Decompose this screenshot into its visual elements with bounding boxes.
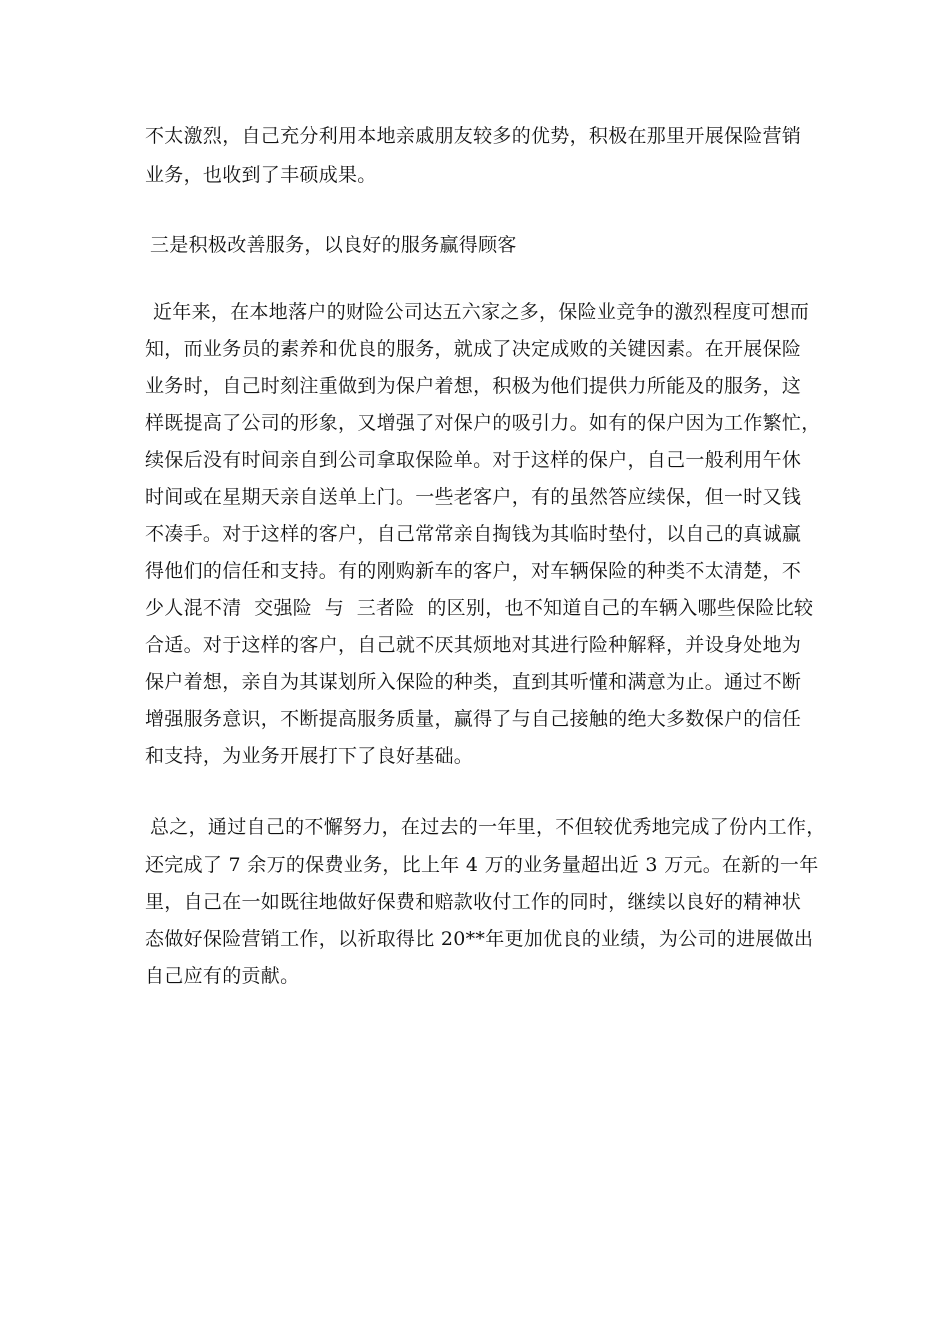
text-line: 时间或在星期天亲自送单上门。一些老客户，有的虽然答应续保，但一时又钱 [145, 486, 802, 508]
text-line: 不凑手。对于这样的客户，自己常常亲自掏钱为其临时垫付，以自己的真诚赢 [145, 523, 802, 545]
text-line: 自己应有的贡献。 [145, 965, 300, 987]
text-line: 增强服务意识，不断提高服务质量，赢得了与自己接触的绝大多数保户的信任 [145, 708, 802, 730]
text-line: 知，而业务员的素养和优良的服务，就成了决定成败的关键因素。在开展保险 [145, 338, 802, 360]
text-line: 总之，通过自己的不懈努力，在过去的一年里，不但较优秀地完成了份内工作， [150, 816, 826, 838]
text-line: 业务时，自己时刻注重做到为保户着想，积极为他们提供力所能及的服务，这 [145, 375, 802, 397]
text-line: 合适。对于这样的客户，自己就不厌其烦地对其进行险种解释，并设身处地为 [145, 634, 802, 656]
text-line: 续保后没有时间亲自到公司拿取保险单。对于这样的保户，自己一般利用午休 [145, 449, 802, 471]
text-line: 业务，也收到了丰硕成果。 [145, 164, 377, 186]
text-line: 少人混不清 交强险 与 三者险 的区别，也不知道自己的车辆入哪些保险比较 [145, 597, 814, 619]
text-line: 里，自己在一如既往地做好保费和赔款收付工作的同时，继续以良好的精神状 [145, 891, 802, 913]
text-line: 近年来，在本地落户的财险公司达五六家之多，保险业竞争的激烈程度可想而 [153, 301, 810, 323]
text-line: 和支持，为业务开展打下了良好基础。 [145, 745, 474, 767]
text-line: 样既提高了公司的形象，又增强了对保户的吸引力。如有的保户因为工作繁忙， [145, 412, 821, 434]
text-line: 不太激烈，自己充分利用本地亲戚朋友较多的优势，积极在那里开展保险营销 [145, 125, 802, 147]
text-line: 还完成了 7 余万的保费业务，比上年 4 万的业务量超出近 3 万元。在新的一年 [145, 854, 819, 876]
text-line: 态做好保险营销工作，以祈取得比 20**年更加优良的业绩，为公司的进展做出 [145, 928, 814, 950]
section-heading: 三是积极改善服务，以良好的服务赢得顾客 [150, 234, 517, 256]
text-line: 保户着想，亲自为其谋划所入保险的种类，直到其听懂和满意为止。通过不断 [145, 671, 802, 693]
text-line: 得他们的信任和支持。有的刚购新车的客户，对车辆保险的种类不太清楚，不 [145, 560, 802, 582]
